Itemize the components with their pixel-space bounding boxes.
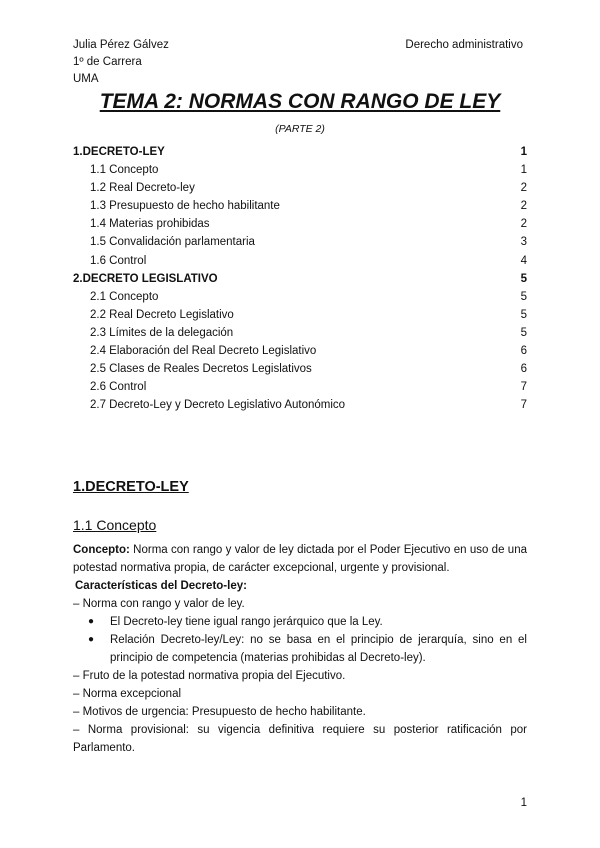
header-left — [73, 37, 169, 88]
feature-bullets — [73, 613, 527, 667]
header-subject: Derecho administrativo — [405, 39, 523, 51]
toc-entry[interactable] — [73, 161, 527, 179]
bullet-text: Relación Decreto-ley/Ley: no se basa en el principio de jerarquía, sino en el principio de competencia (materias prohibidas al Decreto-ley). — [110, 634, 527, 664]
toc-page: 5 — [520, 290, 527, 303]
bullet-item — [73, 613, 527, 631]
toc-page: 4 — [520, 254, 527, 267]
features-heading — [73, 577, 527, 595]
feature-item: – Norma provisional: su vigencia definitiva requiere su posterior ratificación por Parlamento. — [73, 724, 527, 754]
feature-item: – Fruto de la potestad normativa propia del Ejecutivo. — [73, 670, 346, 682]
bullet-item — [73, 631, 527, 667]
toc-entry[interactable] — [73, 288, 527, 306]
toc-page: 5 — [520, 326, 527, 339]
bullet-text: El Decreto-ley tiene igual rango jerárquico que la Ley. — [110, 616, 383, 628]
toc-entry[interactable] — [73, 324, 527, 342]
toc-label: 2.DECRETO LEGISLATIVO — [73, 272, 218, 285]
toc-label: 2.7 Decreto-Ley y Decreto Legislativo Autonómico — [90, 399, 346, 412]
feature-item: – Motivos de urgencia: Presupuesto de hecho habilitante. — [73, 706, 366, 718]
toc-label: 1.6 Control — [90, 254, 147, 267]
toc-page: 7 — [520, 399, 527, 412]
toc-page: 5 — [520, 308, 527, 321]
toc-entry[interactable] — [73, 215, 527, 233]
section-heading: 1.DECRETO-LEY — [73, 479, 189, 495]
toc-entry[interactable] — [73, 233, 527, 251]
header-university: UMA — [73, 73, 99, 85]
toc-label: 2.6 Control — [90, 381, 147, 394]
features-heading-text: Características del Decreto-ley: — [75, 580, 247, 592]
concept-text: Norma con rango y valor de ley dictada por el Poder Ejecutivo en uso de una potestad normativa propia, de carácter excepcional, urgente y provisional. — [73, 544, 527, 574]
toc-page: 1 — [520, 164, 527, 177]
toc-label: 1.DECRETO-LEY — [73, 146, 165, 158]
bullet-icon: ● — [88, 616, 95, 627]
toc-entry[interactable] — [73, 270, 527, 288]
toc-page: 5 — [520, 272, 527, 285]
toc-entry[interactable] — [73, 252, 527, 270]
concept-label: Concepto: — [73, 544, 130, 556]
page-number: 1 — [520, 797, 527, 809]
toc-page: 6 — [520, 345, 527, 358]
toc-entry[interactable] — [73, 306, 527, 324]
concept-paragraph — [73, 541, 527, 577]
toc-label: 1.4 Materias prohibidas — [90, 218, 210, 231]
subsection-heading: 1.1 Concepto — [73, 517, 157, 533]
toc-label: 2.3 Límites de la delegación — [90, 326, 234, 339]
table-of-contents — [73, 143, 527, 414]
toc-entry[interactable] — [73, 342, 527, 360]
toc-page: 2 — [520, 200, 527, 213]
bullet-icon: ● — [88, 634, 95, 645]
toc-page: 2 — [520, 218, 527, 231]
toc-label: 1.1 Concepto — [90, 164, 159, 177]
header-author: Julia Pérez Gálvez — [73, 39, 169, 51]
document-title: TEMA 2: NORMAS CON RANGO DE LEY — [99, 90, 501, 113]
toc-page: 1 — [520, 146, 527, 158]
toc-label: 1.2 Real Decreto-ley — [90, 182, 195, 195]
header-course: 1º de Carrera — [73, 56, 142, 68]
toc-entry[interactable] — [73, 360, 527, 378]
toc-label: 1.5 Convalidación parlamentaria — [90, 236, 255, 249]
toc-entry[interactable] — [73, 197, 527, 215]
toc-page: 3 — [520, 236, 527, 249]
toc-label: 2.4 Elaboración del Real Decreto Legislativo — [90, 345, 317, 358]
toc-entry[interactable] — [73, 378, 527, 396]
toc-label: 2.5 Clases de Reales Decretos Legislativos — [90, 363, 312, 376]
toc-label: 2.1 Concepto — [90, 290, 159, 303]
toc-page: 6 — [520, 363, 527, 376]
section-body — [73, 541, 527, 757]
feature-item: – Norma con rango y valor de ley. — [73, 598, 245, 610]
toc-page: 7 — [520, 381, 527, 394]
toc-label: 2.2 Real Decreto Legislativo — [90, 308, 234, 321]
document-subtitle: (PARTE 2) — [275, 123, 325, 135]
toc-entry[interactable] — [73, 143, 527, 161]
toc-entry[interactable] — [73, 179, 527, 197]
feature-item: – Norma excepcional — [73, 688, 182, 700]
toc-label: 1.3 Presupuesto de hecho habilitante — [90, 200, 280, 213]
toc-entry[interactable] — [73, 396, 527, 414]
toc-page: 2 — [520, 182, 527, 195]
